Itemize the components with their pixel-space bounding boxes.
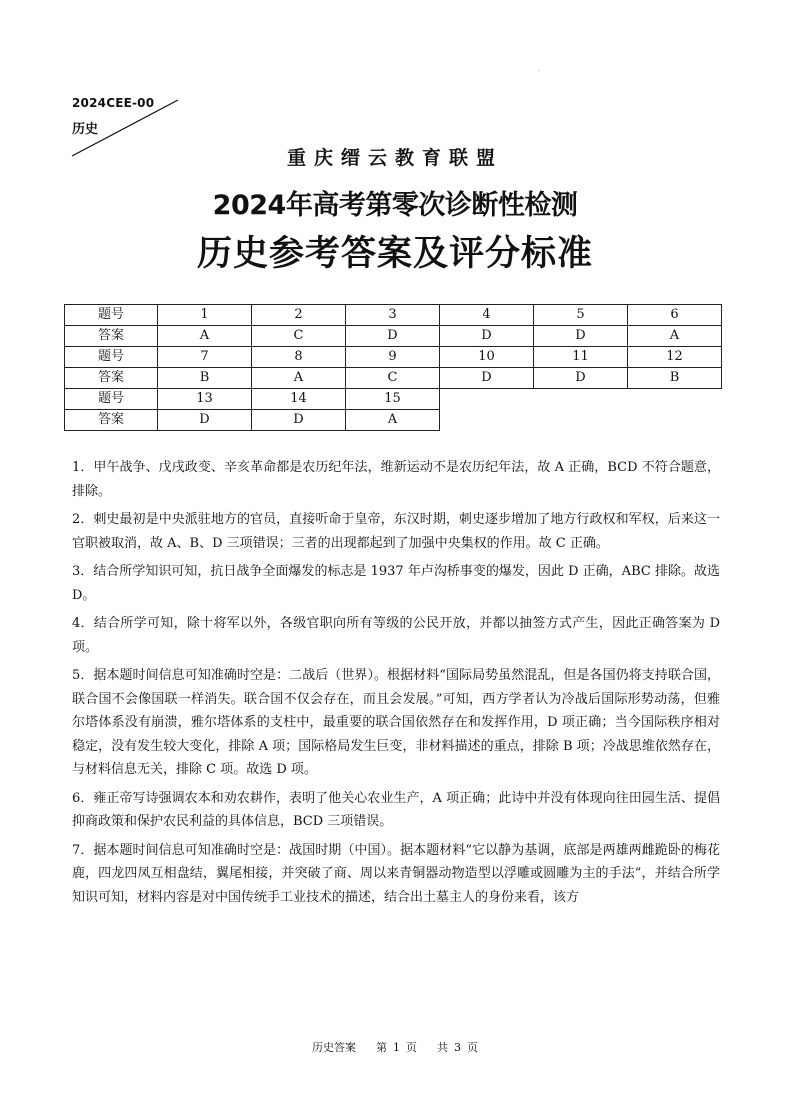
question-number: 14 — [252, 389, 346, 410]
explanations — [72, 456, 720, 914]
question-number: 5 — [534, 305, 628, 326]
question-number: 10 — [440, 347, 534, 368]
table-row-questions-1 — [65, 305, 722, 326]
explanation-item: 7．据本题时间信息可知准确时空是：战国时期（中国）。据本题材料“它以静为基调，底部是两雄两雌跪卧的梅花鹿，四龙四凤互相盘结，翼尾相接，并突破了商、周以来青铜器动物造型以浮雕或圆雕为主的手法”，并结合所学知识可知，材料内容是对中国传统手工业技术的描述，结合出土墓主人的身份来看，该方 — [72, 842, 720, 905]
answer-cell: D — [440, 326, 534, 347]
question-number: 2 — [252, 305, 346, 326]
answer-cell: B — [628, 368, 722, 389]
question-number: 13 — [158, 389, 252, 410]
question-number: 7 — [158, 347, 252, 368]
answer-cell: A — [346, 410, 440, 431]
question-number: 11 — [534, 347, 628, 368]
footer-page-number: 1 — [393, 1041, 400, 1054]
exam-title: 2024年高考第零次诊断性检测 — [212, 190, 578, 221]
footer-total-prefix: 共 — [437, 1041, 448, 1054]
row-label: 题号 — [65, 347, 158, 368]
empty-cell — [440, 389, 722, 410]
page-title: 历史参考答案及评分标准 — [196, 234, 593, 274]
table-row-questions-3 — [65, 389, 722, 410]
footer-page-suffix: 页 — [406, 1041, 417, 1054]
answer-table — [64, 304, 722, 431]
answer-cell: A — [158, 326, 252, 347]
row-label: 题号 — [65, 305, 158, 326]
table-row-answers-3 — [65, 410, 722, 431]
row-label: 答案 — [65, 368, 158, 389]
question-number: 6 — [628, 305, 722, 326]
empty-cell — [440, 410, 722, 431]
question-number: 3 — [346, 305, 440, 326]
answer-cell: D — [158, 410, 252, 431]
row-label: 题号 — [65, 389, 158, 410]
answer-cell: C — [252, 326, 346, 347]
question-number: 8 — [252, 347, 346, 368]
row-label: 答案 — [65, 410, 158, 431]
answer-cell: A — [628, 326, 722, 347]
table-row-answers-2 — [65, 368, 722, 389]
answer-cell: D — [440, 368, 534, 389]
explanation-item: 3．结合所学知识可知，抗日战争全面爆发的标志是 1937 年卢沟桥事变的爆发，因此 D 正确，ABC 排除。故选 D。 — [72, 564, 720, 603]
answer-cell: D — [346, 326, 440, 347]
question-number: 1 — [158, 305, 252, 326]
footer-page-prefix: 第 — [376, 1041, 387, 1054]
answer-cell: D — [534, 326, 628, 347]
question-number: 12 — [628, 347, 722, 368]
footer-doc-name: 历史答案 — [312, 1041, 356, 1054]
footer-total-suffix: 页 — [467, 1041, 478, 1054]
table-row-answers-1 — [65, 326, 722, 347]
explanation-item: 2．刺史最初是中央派驻地方的官员，直接听命于皇帝，东汉时期，刺史逐步增加了地方行政权和军权，后来这一官职被取消，故 A、B、D 三项错误；三者的出现都起到了加强中央集权的作用。故 C 正确。 — [72, 512, 720, 551]
question-number: 9 — [346, 347, 440, 368]
answer-cell: B — [158, 368, 252, 389]
organization-name: 重庆缙云教育联盟 — [286, 147, 503, 169]
row-label: 答案 — [65, 326, 158, 347]
exam-code: 2024CEE-00 — [72, 96, 155, 110]
answer-cell: C — [346, 368, 440, 389]
answer-cell: D — [252, 410, 346, 431]
explanation-item: 6．雍正帝写诗强调农本和劝农耕作，表明了他关心农业生产，A 项正确；此诗中并没有体现向往田园生活、提倡抑商政策和保护农民利益的具体信息，BCD 三项错误。 — [72, 790, 720, 829]
corner-subject: 历史 — [72, 122, 99, 137]
answer-cell: A — [252, 368, 346, 389]
table-row-questions-2 — [65, 347, 722, 368]
page-footer — [0, 1039, 790, 1055]
explanation-item: 1．甲午战争、戊戌政变、辛亥革命都是农历纪年法，维新运动不是农历纪年法，故 A 正确，BCD 不符合题意，排除。 — [72, 460, 720, 499]
question-number: 4 — [440, 305, 534, 326]
explanation-item: 4．结合所学可知，除十将军以外，各级官职向所有等级的公民开放，并都以抽签方式产生，因此正确答案为 D 项。 — [72, 616, 720, 655]
question-number: 15 — [346, 389, 440, 410]
scan-mark: . — [538, 66, 540, 73]
footer-total-pages: 3 — [454, 1041, 461, 1054]
answer-cell: D — [534, 368, 628, 389]
explanation-item: 5．据本题时间信息可知准确时空是：二战后（世界）。根据材料“国际局势虽然混乱，但是各国仍将支持联合国，联合国不会像国联一样消失。联合国不仅会存在，而且会发展。”可知，西方学者认为冷战后国际形势动荡，但雅尔塔体系没有崩溃，雅尔塔体系的支柱中，最重要的联合国依然存在和发挥作用，D 项正确；当今国际秩序相对稳定，没有发生较大变化，排除 A 项；国际格局发生巨变，非材料描述的重点，排除 B 项；冷战思维依然存在，与材料信息无关，排除 C 项。故选 D 项。 — [72, 668, 720, 777]
